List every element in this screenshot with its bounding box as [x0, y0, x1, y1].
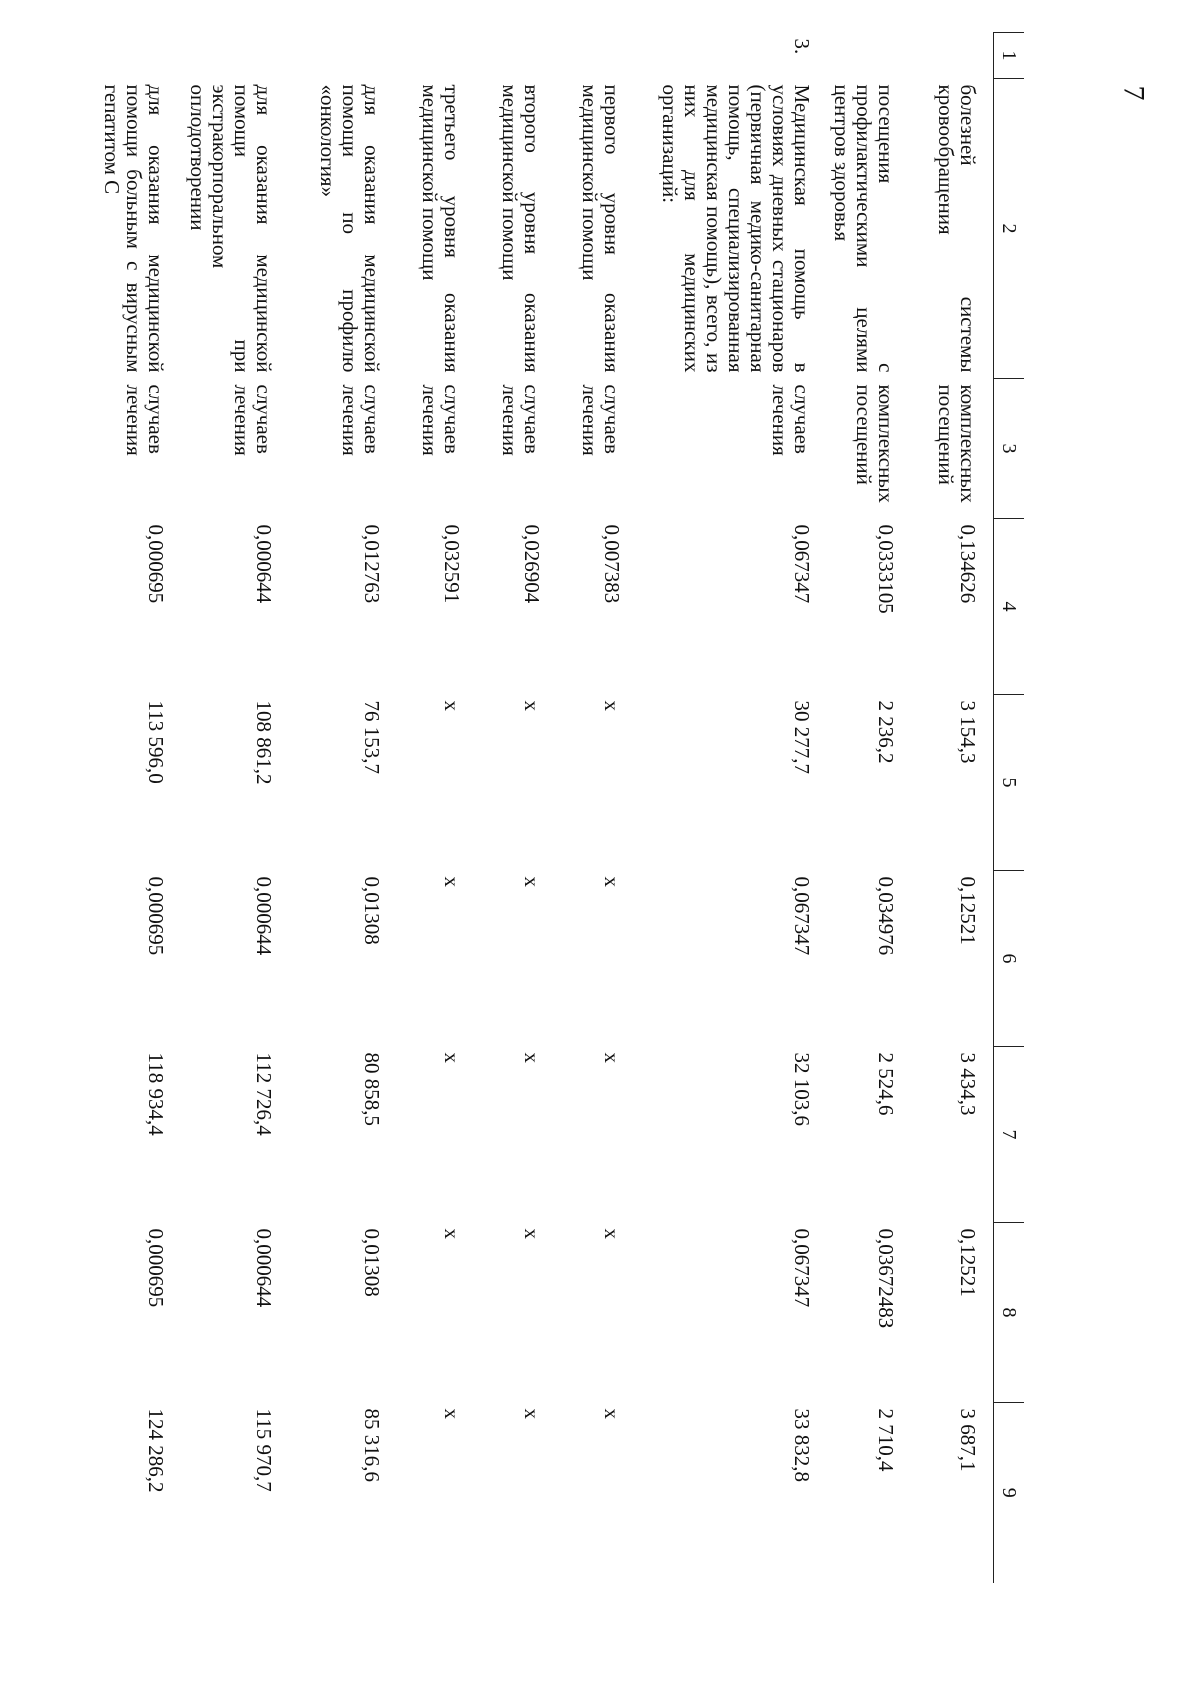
cell-name: для оказания медицинской помощи по профилю «онкология»	[315, 84, 384, 373]
cell-value: 3 687,1	[956, 1408, 980, 1472]
header-col-3: 3	[994, 379, 1025, 519]
cell-value: 0,034976	[874, 876, 898, 956]
cell-name: первого уровня оказания медицинской помощи	[577, 84, 624, 373]
table-row	[557, 33, 637, 1583]
cell-num	[397, 33, 477, 79]
cell-value: 0,000695	[143, 876, 168, 956]
cell-num	[73, 33, 181, 79]
cell-value: 0,067347	[789, 876, 814, 956]
cell-value: 0,000695	[143, 1228, 168, 1308]
cell-value: 108 861,2	[251, 700, 276, 785]
cell-value: 0,012763	[359, 524, 384, 604]
cell-name: посещения с профилактическими целями центров здоровья	[829, 84, 898, 373]
cell-value: 85 316,6	[359, 1408, 384, 1482]
cell-value: х	[599, 700, 624, 711]
cell-value: 0,0367248З	[874, 1228, 898, 1329]
cell-value: 115 970,7	[251, 1408, 276, 1492]
cell-value: х	[439, 1052, 464, 1063]
data-table	[73, 32, 1024, 1583]
cell-num	[181, 33, 289, 79]
cell-name: третьего уровня оказания медицинской помощи	[417, 84, 464, 373]
cell-name: Медицинская помощь в условиях дневных стационаров (первичная медико-санитарная помощь, специализированная медицинская помощь), всего, из них для медицинских организаций:	[657, 84, 814, 373]
table-row	[637, 33, 827, 1583]
cell-value: 3 154,3	[956, 700, 980, 764]
cell-value: 0,0333105	[874, 524, 898, 614]
cell-value: 0,026904	[519, 524, 544, 604]
cell-value: 0,067347	[789, 524, 814, 604]
header-col-1: 1	[994, 33, 1025, 79]
cell-value: 32 103,6	[789, 1052, 814, 1126]
table-row	[73, 33, 181, 1583]
cell-value: 76 153,7	[359, 700, 384, 774]
cell-value: 3 434,3	[956, 1052, 980, 1116]
cell-value: х	[599, 1408, 624, 1419]
cell-value: х	[519, 1228, 544, 1239]
cell-num	[911, 33, 994, 79]
cell-num	[557, 33, 637, 79]
cell-unit: случаев лечения	[121, 384, 168, 456]
cell-num	[827, 33, 911, 79]
cell-value: 2 524,6	[874, 1052, 898, 1116]
table-row	[397, 33, 477, 1583]
header-row	[994, 33, 1025, 1583]
cell-unit: комплексных посещений	[851, 384, 898, 503]
cell-value: 0,007383	[599, 524, 624, 604]
table-row	[181, 33, 289, 1583]
cell-num	[289, 33, 397, 79]
cell-value: 113 596,0	[143, 700, 168, 784]
header-col-8: 8	[994, 1223, 1025, 1403]
header-col-9: 9	[994, 1403, 1025, 1583]
cell-value: х	[439, 876, 464, 887]
cell-name: болезней системы кровообращения	[933, 84, 980, 373]
page-number: 7	[1117, 85, 1151, 101]
cell-value: 33 832,8	[789, 1408, 814, 1482]
cell-value: х	[599, 1228, 624, 1239]
cell-value: х	[519, 1052, 544, 1063]
header-col-5: 5	[994, 695, 1025, 871]
cell-value: х	[439, 1228, 464, 1239]
cell-value: 80 858,5	[359, 1052, 384, 1126]
cell-value: 124 286,2	[143, 1408, 168, 1493]
table-row	[289, 33, 397, 1583]
cell-name: второго уровня оказания медицинской помощи	[497, 84, 544, 373]
cell-unit: случаев лечения	[767, 384, 814, 456]
header-col-4: 4	[994, 519, 1025, 695]
table-row	[911, 33, 994, 1583]
table-row	[827, 33, 911, 1583]
cell-unit: случаев лечения	[497, 384, 544, 456]
cell-unit: случаев лечения	[229, 384, 276, 456]
cell-value: 112 726,4	[251, 1052, 276, 1136]
cell-value: 0,12521	[956, 1228, 980, 1297]
cell-value: 0,032591	[439, 524, 464, 604]
cell-value: 0,000644	[251, 1228, 276, 1308]
cell-value: 0,01308	[359, 876, 384, 945]
cell-unit: случаев лечения	[417, 384, 464, 456]
cell-value: 0,134626	[956, 524, 980, 604]
cell-unit: случаев лечения	[577, 384, 624, 456]
header-col-7: 7	[994, 1047, 1025, 1223]
cell-value: 0,12521	[956, 876, 980, 945]
cell-num: 3.	[789, 38, 814, 55]
cell-value: х	[519, 700, 544, 711]
header-col-6: 6	[994, 871, 1025, 1047]
cell-value: 0,000644	[251, 876, 276, 956]
table-row	[477, 33, 557, 1583]
cell-num	[477, 33, 557, 79]
cell-value: 0,01308	[359, 1228, 384, 1297]
cell-value: 2 710,4	[874, 1408, 898, 1472]
cell-value: 0,067347	[789, 1228, 814, 1308]
cell-name: для оказания медицинской помощи больным с вирусным гепатитом С	[99, 84, 168, 373]
cell-value: х	[519, 1408, 544, 1419]
cell-name: для оказания медицинской помощи при экстракорпоральном оплодотворении	[185, 84, 276, 373]
rotated-table-wrapper	[99, 32, 1024, 1582]
cell-value: х	[519, 876, 544, 887]
cell-value: 30 277,7	[789, 700, 814, 774]
header-col-2: 2	[994, 79, 1025, 379]
cell-value: х	[599, 1052, 624, 1063]
cell-value: 0,000695	[143, 524, 168, 604]
cell-value: х	[599, 876, 624, 887]
cell-value: 118 934,4	[143, 1052, 168, 1136]
cell-value: 0,000644	[251, 524, 276, 604]
cell-unit: случаев лечения	[337, 384, 384, 456]
cell-unit: комплексных посещений	[933, 384, 980, 503]
cell-value: х	[439, 700, 464, 711]
cell-value: х	[439, 1408, 464, 1419]
cell-value: 2 236,2	[874, 700, 898, 764]
